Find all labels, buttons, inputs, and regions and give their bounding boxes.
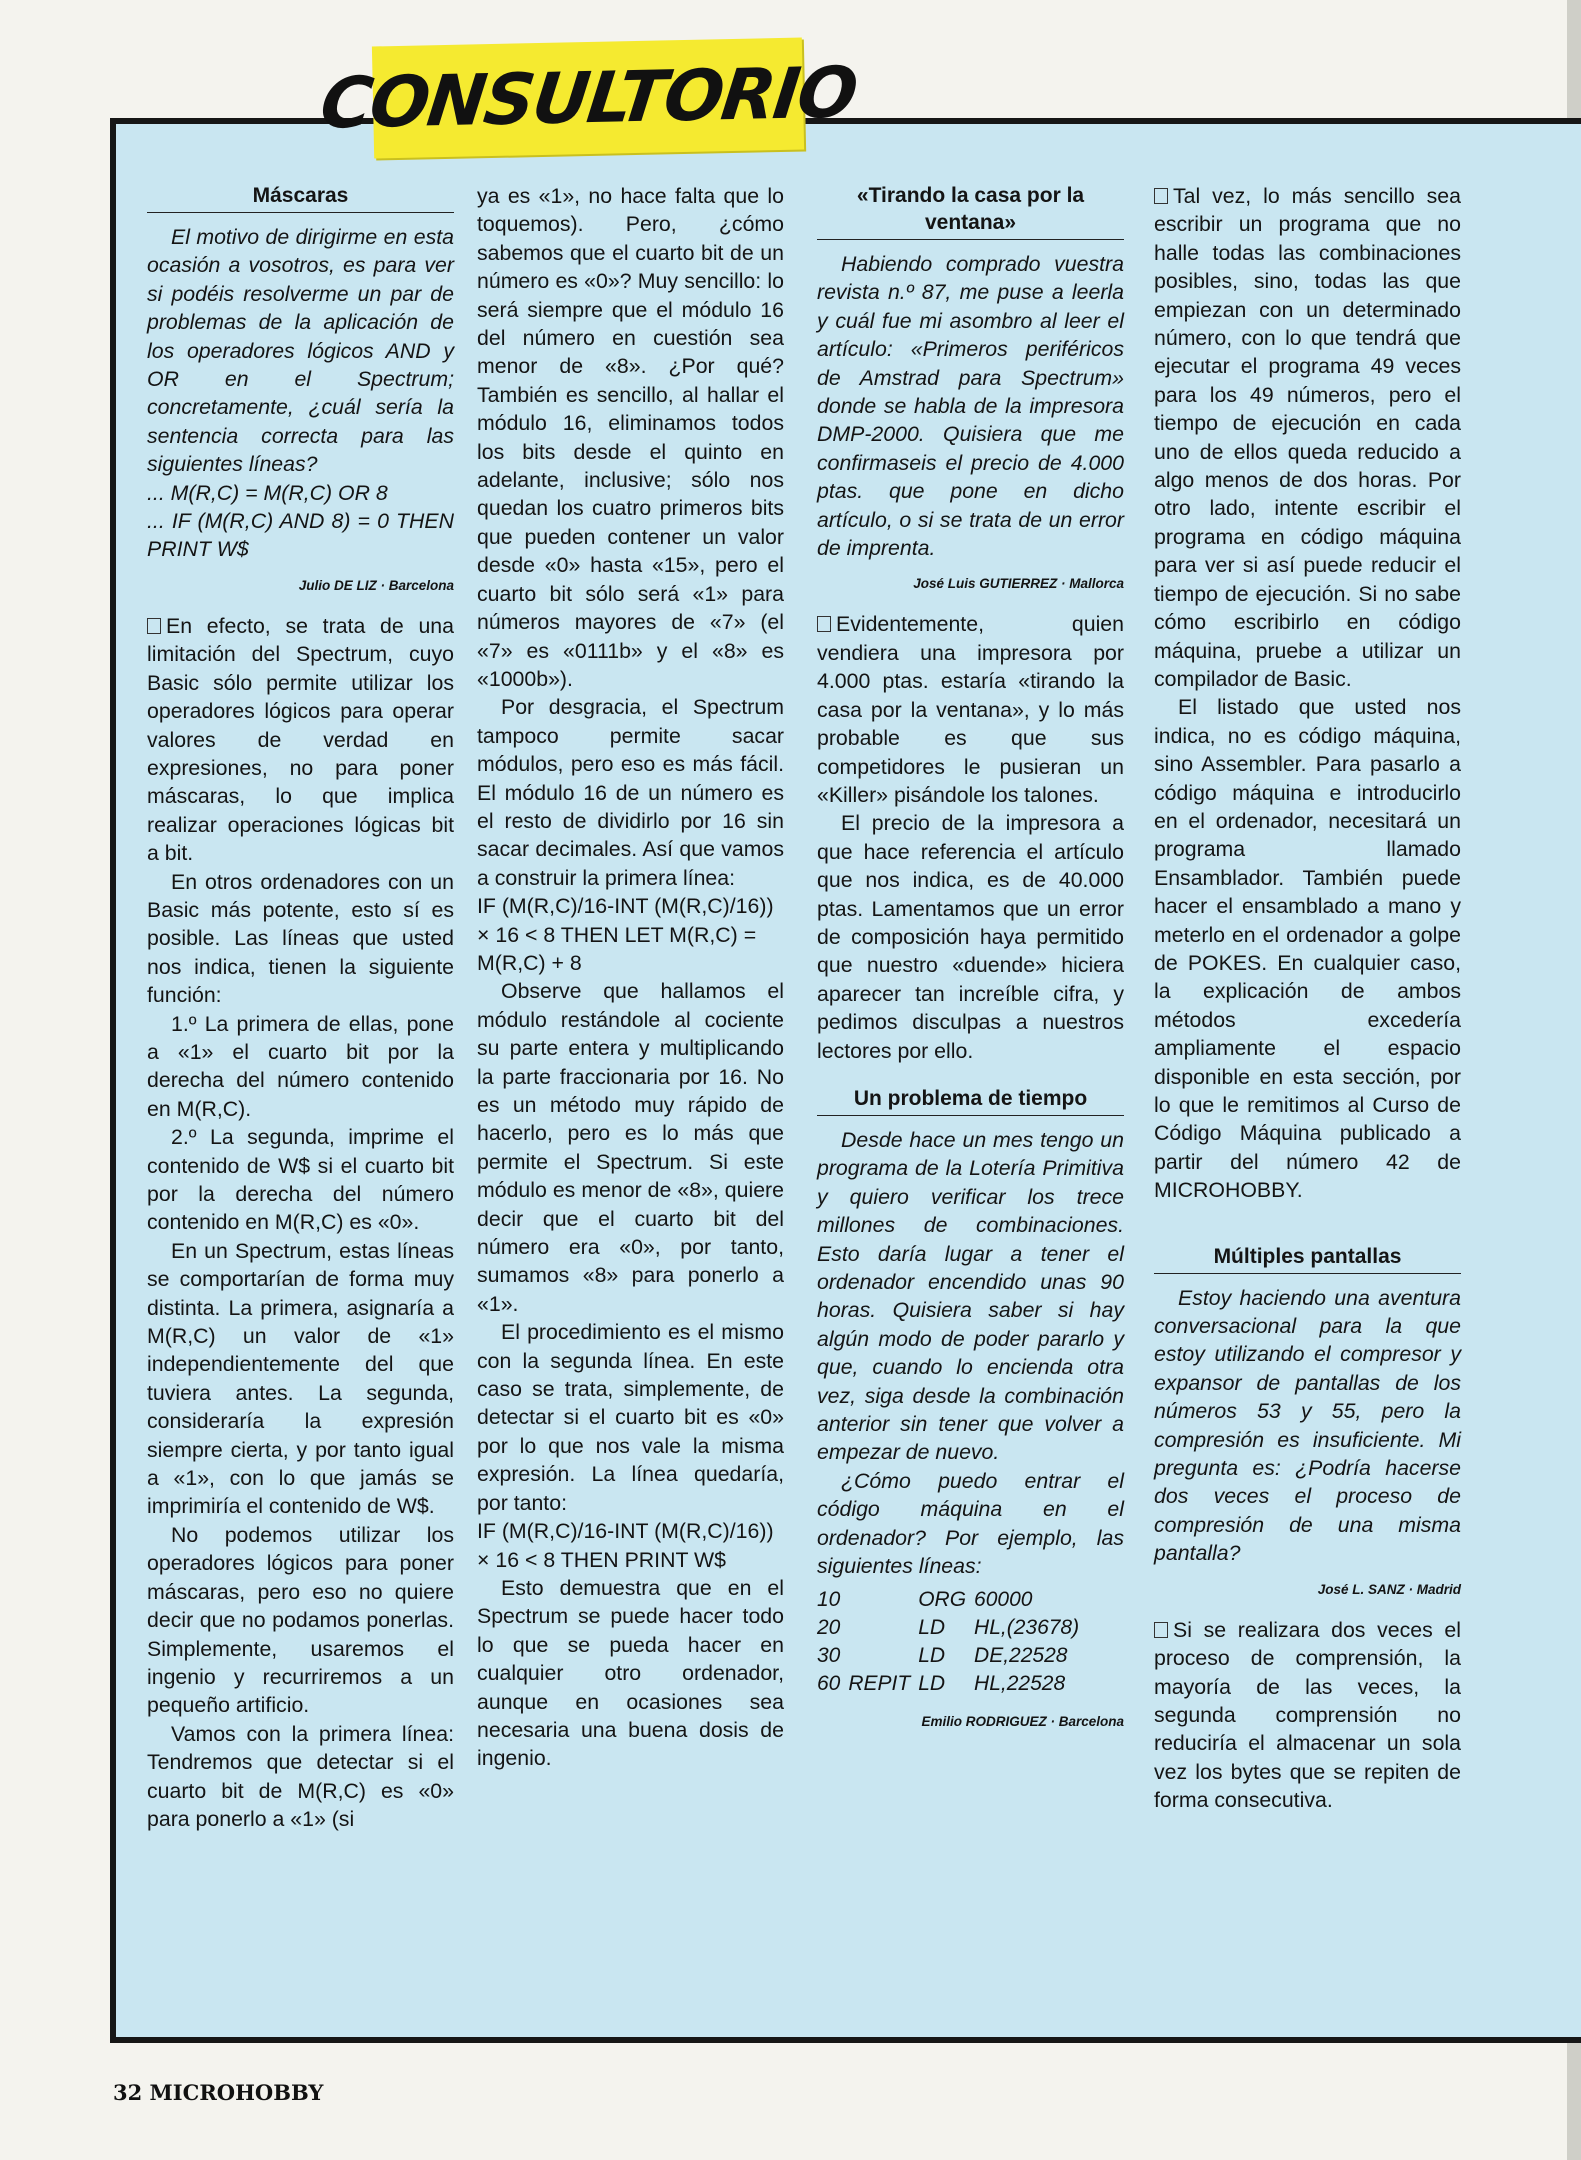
page-footer — [113, 2080, 323, 2105]
reader-question: El motivo de dirigirme en esta ocasión a vosotros, es para ver si podéis resolverme un par de problemas de la aplicación de los operadores lógicos AND y OR en el Spectrum; concretamente, ¿cuál sería la sentencia correcta para las siguientes líneas? — [147, 225, 454, 477]
reader-question: Estoy haciendo una aventura conversacional para la que estoy utilizando el compresor y expansor de pantallas de los números 53 y 55, pero la compresión es insuficiente. Mi pregunta es: ¿Podría hacerse dos veces el proceso de compresión de una misma pantalla? — [1154, 1285, 1461, 1566]
magazine-name: MICROHOBBY — [149, 2080, 324, 2105]
column-3 — [817, 182, 1124, 1748]
answer-paragraph: Observe que hallamos el módulo restándole al cociente su parte entera y multiplicando la parte fraccionaria por 16. No es un método muy rápido de hacerlo, pero es lo más que permite el Spectrum. Si este módulo es menor de «8», quiere decir que el cuarto bit del número era «0», por tanto, sumamos «8» para ponerlo a «1». — [477, 979, 784, 1316]
banner-title: CONSULTORIO — [315, 51, 861, 145]
question-code-line: ... IF (M(R,C) AND 8) = 0 THEN PRINT W$ — [147, 509, 454, 562]
answer-paragraph: Tal vez, lo más sencillo sea escribir un programa que no halle todas las combinaciones posibles, sino, todas las que empiezan con un determinado número, con lo que tendrá que ejecutar el programa 49 veces para los 49 números, pero el tiempo de ejecución en cada uno de ellos queda reducido a algo menos de dos horas. Por otro lado, intente escribir el programa en código máquina para ver si así puede reducir el tiempo de ejecución. Si no sabe cómo escribirlo en código máquina, pruebe a utilizar un compilador de Basic. — [1154, 184, 1461, 691]
answer-box-icon — [1154, 188, 1168, 204]
reader-question: Desde hace un mes tengo un programa de la Lotería Primitiva y quiero verificar los trece millones de combinaciones. Esto daría lugar a tener el ordenador encendido unas 90 horas. Quisiera saber si hay algún modo de poder pararlo y que, cuando lo encienda otra vez, siga desde la combinación anterior sin tener que volver a empezar de nuevo. — [817, 1127, 1124, 1465]
reader-signature: José Luis GUTIERREZ · Mallorca — [913, 576, 1124, 592]
answer-paragraph: No podemos utilizar los operadores lógicos para poner máscaras, pero eso no quiere decir que no podamos ponerlas. Simplemente, usaremos el ingenio y recurriremos a un pequeño artificio. — [147, 1522, 454, 1718]
basic-code-line: IF (M(R,C)/16-INT (M(R,C)/16)) × 16 < 8 THEN LET M(R,C) = M(R,C) + 8 — [477, 894, 774, 975]
question-code-line: ... M(R,C) = M(R,C) OR 8 — [147, 480, 388, 505]
answer-box-icon — [147, 618, 161, 634]
reader-question: Habiendo comprado vuestra revista n.º 87, me puse a leerla y cuál fue mi asombro al leer el artículo: «Primeros periféricos de Amstrad para Spectrum» donde se habla de la impresora DMP-2000. Quisiera que me confirmaseis el precio de 4.000 ptas. que pone en dicho artículo, o si se trata de un error de imprenta. — [817, 252, 1124, 561]
assembler-listing — [817, 1586, 1087, 1698]
answer-paragraph: 1.º La primera de ellas, pone a «1» el cuarto bit por la derecha del número contenido en M(R,C). — [147, 1011, 454, 1121]
article-heading-mascaras: Máscaras — [147, 182, 454, 213]
answer-paragraph: Evidentemente, quien vendiera una impresora por 4.000 ptas. estaría «tirando la casa por la ventana», y lo más probable es que sus competidores le pusieran un «Killer» pisándole los talones. — [817, 612, 1124, 807]
listing-row: 10 ORG 60000 — [817, 1588, 1033, 1612]
answer-paragraph: En otros ordenadores con un Basic más potente, esto sí es posible. Las líneas que usted nos indica, tienen la siguiente función: — [147, 869, 454, 1008]
listing-row: 30 LD DE,22528 — [817, 1644, 1068, 1668]
listing-row: 60 REPIT LD HL,22528 — [817, 1672, 1066, 1696]
answer-box-icon — [817, 616, 831, 632]
answer-paragraph: El listado que usted nos indica, no es código máquina, sino Assembler. Para pasarlo a código máquina e introducirlo en el ordenador, necesitará un programa llamado Ensamblador. También puede hacer el ensamblado a mano y meterlo en el ordenador a golpe de POKES. En cualquier caso, la explicación de ambos métodos excedería ampliamente el espacio disponible en esta sección, por lo que le remitimos al Curso de Código Máquina publicado a partir del número 42 de MICROHOBBY. — [1154, 695, 1461, 1203]
column-1 — [147, 182, 454, 1833]
section-banner — [315, 38, 861, 159]
answer-paragraph: Por desgracia, el Spectrum tampoco permite sacar módulos, pero eso es más fácil. El módulo 16 de un número es el resto de dividirlo por 16 sin sacar decimales. Así que vamos a construir la primera línea: — [477, 695, 784, 890]
answer-paragraph: El precio de la impresora a que hace referencia el artículo que nos indica, es de 40.000 ptas. Lamentamos que un error de composición haya permitido que nuestro «duende» hiciera aparecer tan increíble cifra, y pedimos disculpas a nuestros lectores por ello. — [817, 811, 1124, 1063]
column-4 — [1154, 182, 1461, 1815]
column-2 — [477, 182, 784, 1773]
article-heading-multiples-pantallas: Múltiples pantallas — [1154, 1243, 1461, 1274]
reader-signature: José L. SANZ · Madrid — [1317, 1581, 1461, 1597]
answer-paragraph: ya es «1», no hace falta que lo toquemos). Pero, ¿cómo sabemos que el cuarto bit de un número es «0»? Muy sencillo: lo será siempre que el módulo 16 del número en cuestión sea menor de «8». ¿Por qué? También es sencillo, al hallar el módulo 16, eliminamos todos los bits desde el quinto en adelante, inclusive; sólo nos quedan los cuatro primeros bits que pueden contener un valor desde «0» hasta «15», pero el cuarto bit sólo será «1» para números mayores de «7» (el «7» es «0111b» y el «8» es «1000b»). — [477, 184, 784, 691]
answer-box-icon — [1154, 1622, 1168, 1638]
listing-row: 20 LD HL,(23678) — [817, 1616, 1080, 1640]
answer-paragraph: Si se realizara dos veces el proceso de comprensión, la mayoría de las veces, la segunda comprensión no reduciría el almacenar un sola vez los bytes que se repiten de forma consecutiva. — [1154, 1617, 1461, 1813]
answer-paragraph: Vamos con la primera línea: Tendremos que detectar si el cuarto bit de M(R,C) es «0» para ponerlo a «1» (si — [147, 1721, 454, 1831]
article-heading-un-problema-de-tiempo: Un problema de tiempo — [817, 1085, 1124, 1116]
reader-question: ¿Cómo puedo entrar el código máquina en el ordenador? Por ejemplo, las siguientes líneas: — [817, 1468, 1124, 1579]
article-heading-tirando-la-casa: «Tirando la casa por la ventana» — [817, 182, 1124, 240]
answer-paragraph: El procedimiento es el mismo con la segunda línea. En este caso se trata, simplemente, de detectar si el cuarto bit es «0» por lo que nos vale la misma expresión. La línea quedaría, por tanto: — [477, 1320, 784, 1515]
answer-paragraph: Esto demuestra que en el Spectrum se puede hacer todo lo que se pueda hacer en cualquier otro ordenador, aunque en ocasiones sea necesaria una buena dosis de ingenio. — [477, 1575, 784, 1771]
basic-code-line: IF (M(R,C)/16-INT (M(R,C)/16)) × 16 < 8 THEN PRINT W$ — [477, 1519, 774, 1572]
reader-signature: Julio DE LIZ · Barcelona — [298, 577, 454, 593]
page-number: 32 — [113, 2080, 143, 2105]
answer-paragraph: En un Spectrum, estas líneas se comportarían de forma muy distinta. La primera, asignaría a M(R,C) un valor de «1» independientemente del que tuviera antes. La segunda, consideraría la expresión siempre cierta, y por tanto igual a «1», con lo que jamás se imprimiría el contenido de W$. — [147, 1238, 454, 1519]
answer-paragraph: En efecto, se trata de una limitación del Spectrum, cuyo Basic sólo permite utilizar los operadores lógicos para operar valores de verdad en expresiones, no para poner máscaras, lo que implica realizar operaciones lógicas bit a bit. — [147, 613, 454, 866]
answer-paragraph: 2.º La segunda, imprime el contenido de W$ si el cuarto bit por la derecha del número contenido en M(R,C) es «0». — [147, 1125, 454, 1235]
reader-signature: Emilio RODRIGUEZ · Barcelona — [921, 1714, 1124, 1730]
